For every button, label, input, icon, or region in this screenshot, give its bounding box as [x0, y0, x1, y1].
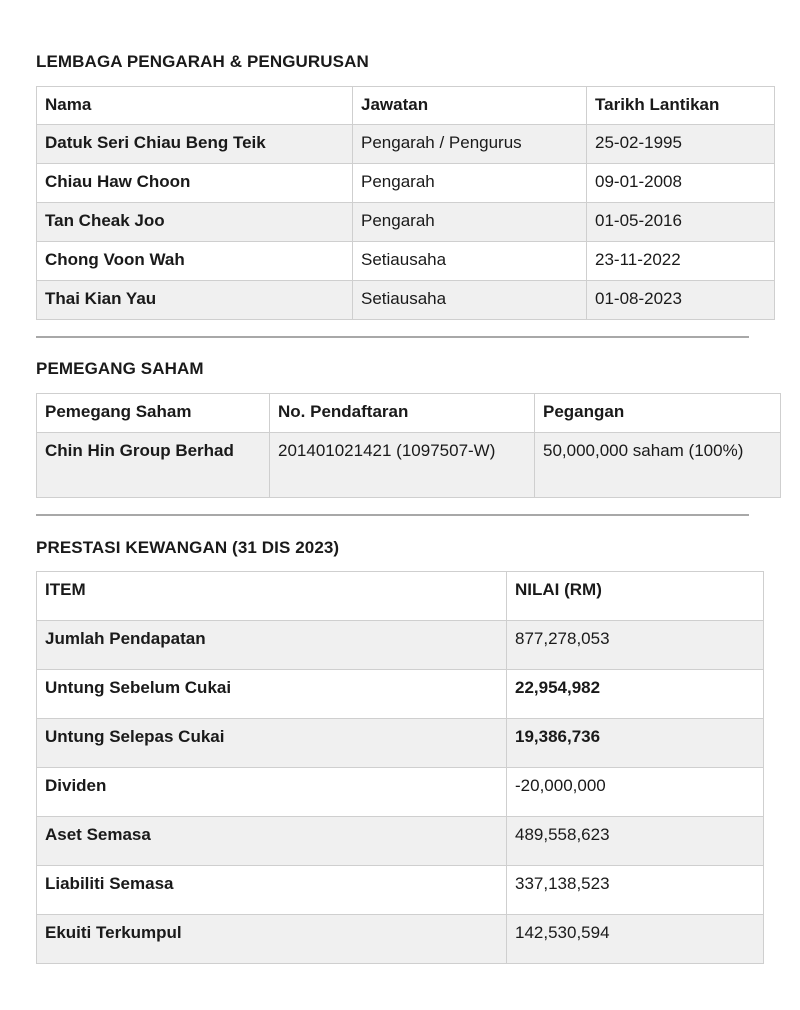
- financials-section-title: PRESTASI KEWANGAN (31 DIS 2023): [36, 538, 340, 557]
- appointment-date: 23-11-2022: [587, 242, 775, 281]
- table-row: [37, 915, 764, 964]
- appointment-date: 09-01-2008: [587, 164, 775, 203]
- director-name: Chong Voon Wah: [37, 242, 353, 281]
- column-header-no-pendaftaran: No. Pendaftaran: [270, 394, 535, 433]
- table-row: [37, 433, 781, 498]
- table-header-row: [37, 87, 775, 125]
- financial-item: Liabiliti Semasa: [37, 866, 507, 915]
- director-name: Chiau Haw Choon: [37, 164, 353, 203]
- table-row: [37, 242, 775, 281]
- column-header-item: ITEM: [37, 572, 507, 621]
- column-header-pemegang-saham: Pemegang Saham: [37, 394, 270, 433]
- table-row: [37, 670, 764, 719]
- financial-item: Dividen: [37, 768, 507, 817]
- director-name: Tan Cheak Joo: [37, 203, 353, 242]
- table-row: [37, 866, 764, 915]
- financial-value: 489,558,623: [507, 817, 764, 866]
- financial-value: 877,278,053: [507, 621, 764, 670]
- board-table: [36, 86, 775, 320]
- financial-item: Untung Sebelum Cukai: [37, 670, 507, 719]
- table-row: [37, 125, 775, 164]
- financial-item: Jumlah Pendapatan: [37, 621, 507, 670]
- financial-value: 22,954,982: [507, 670, 764, 719]
- table-row: [37, 621, 764, 670]
- shareholders-table: [36, 393, 781, 498]
- table-header-row: [37, 572, 764, 621]
- appointment-date: 01-08-2023: [587, 281, 775, 320]
- financial-item: Ekuiti Terkumpul: [37, 915, 507, 964]
- appointment-date: 01-05-2016: [587, 203, 775, 242]
- column-header-tarikh-lantikan: Tarikh Lantikan: [587, 87, 775, 125]
- table-row: [37, 203, 775, 242]
- table-header-row: [37, 394, 781, 433]
- director-position: Setiausaha: [353, 281, 587, 320]
- board-section-title: LEMBAGA PENGARAH & PENGURUSAN: [36, 52, 369, 71]
- table-row: [37, 164, 775, 203]
- column-header-jawatan: Jawatan: [353, 87, 587, 125]
- financial-value: 337,138,523: [507, 866, 764, 915]
- director-position: Pengarah: [353, 164, 587, 203]
- registration-number: 201401021421 (1097507-W): [270, 433, 535, 498]
- table-row: [37, 817, 764, 866]
- financial-item: Aset Semasa: [37, 817, 507, 866]
- director-position: Pengarah: [353, 203, 587, 242]
- financial-item: Untung Selepas Cukai: [37, 719, 507, 768]
- section-divider: [36, 514, 749, 516]
- director-position: Setiausaha: [353, 242, 587, 281]
- appointment-date: 25-02-1995: [587, 125, 775, 164]
- column-header-nilai: NILAI (RM): [507, 572, 764, 621]
- table-row: [37, 719, 764, 768]
- shareholding: 50,000,000 saham (100%): [535, 433, 781, 498]
- section-divider: [36, 336, 749, 338]
- table-row: [37, 281, 775, 320]
- director-position: Pengarah / Pengurus: [353, 125, 587, 164]
- director-name: Datuk Seri Chiau Beng Teik: [37, 125, 353, 164]
- shareholders-section-title: PEMEGANG SAHAM: [36, 359, 204, 378]
- table-row: [37, 768, 764, 817]
- financial-value: 142,530,594: [507, 915, 764, 964]
- financial-value: -20,000,000: [507, 768, 764, 817]
- director-name: Thai Kian Yau: [37, 281, 353, 320]
- financials-table: [36, 571, 764, 964]
- column-header-nama: Nama: [37, 87, 353, 125]
- column-header-pegangan: Pegangan: [535, 394, 781, 433]
- shareholder-name: Chin Hin Group Berhad: [37, 433, 270, 498]
- financial-value: 19,386,736: [507, 719, 764, 768]
